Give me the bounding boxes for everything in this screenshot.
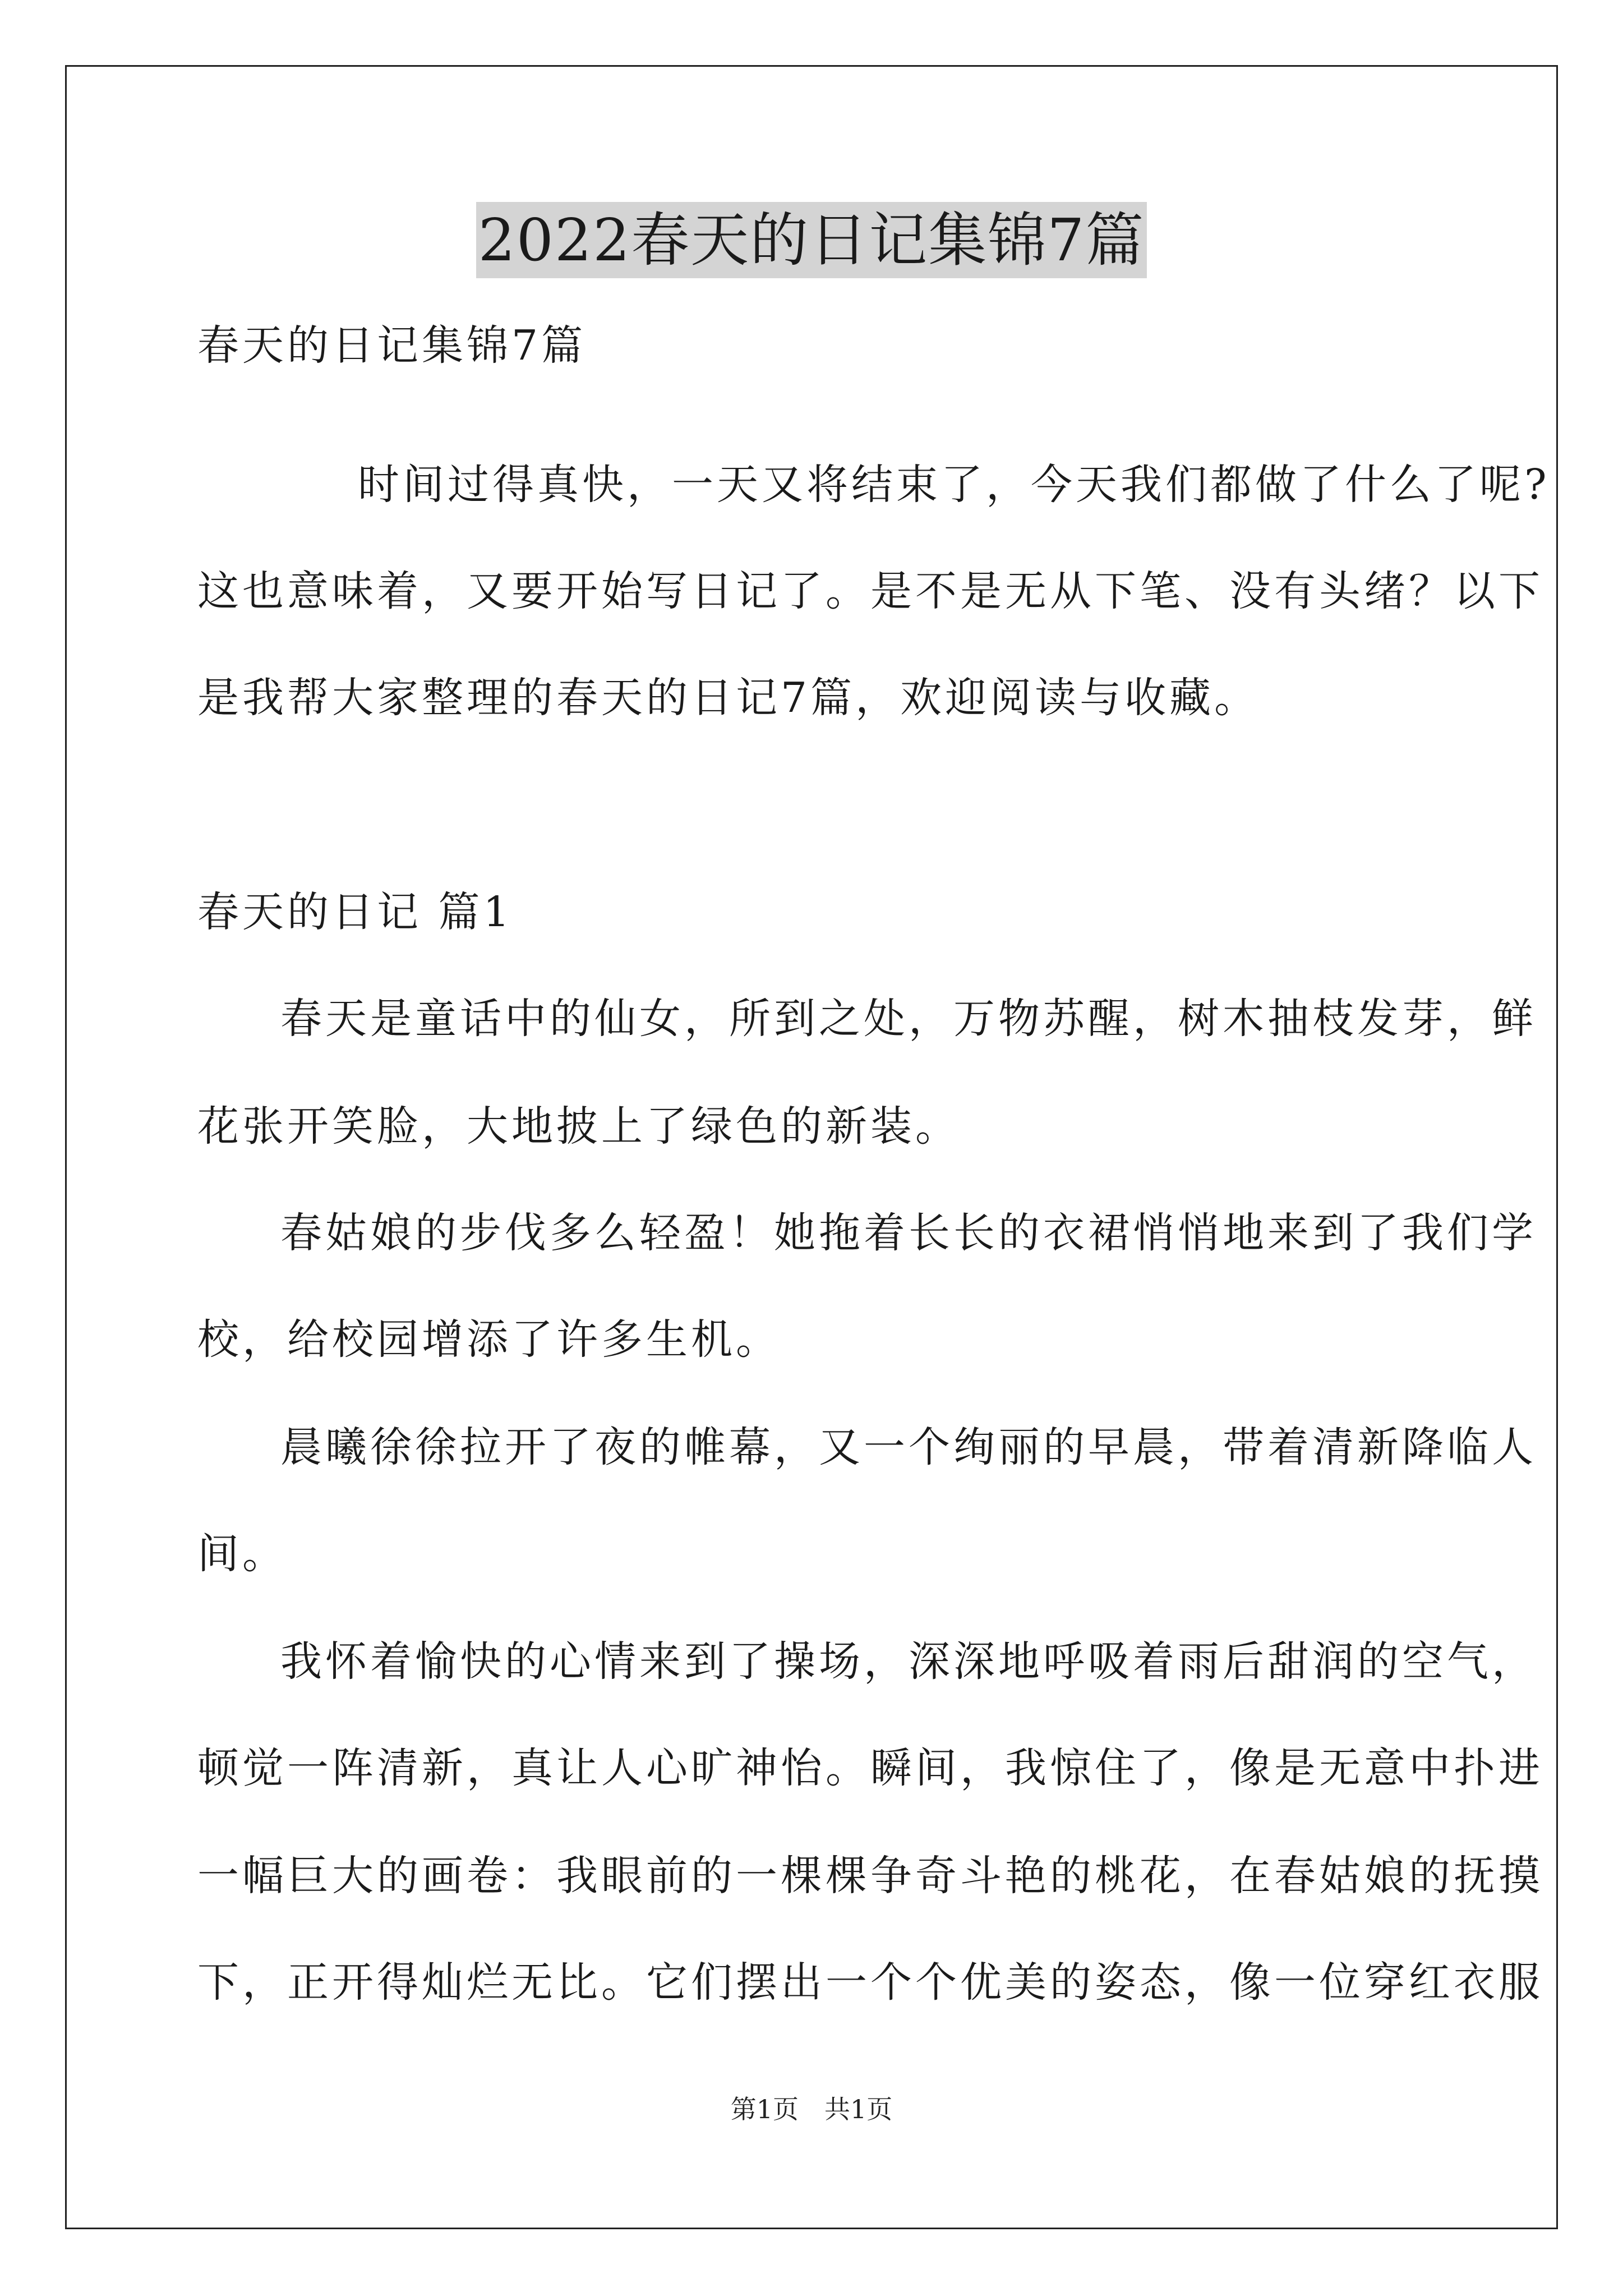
paragraph-2-line-1: 春姑娘的步伐多么轻盈！她拖着长长的衣裙悄悄地来到了我们学 xyxy=(280,1209,1537,1257)
paragraph-3-line-1: 晨曦徐徐拉开了夜的帷幕，又一个绚丽的早晨，带着清新降临人 xyxy=(280,1423,1537,1471)
intro-line-1: 时间过得真快，一天又将结束了，今天我们都做了什么了呢? xyxy=(358,461,1550,509)
page-footer: 第1页 共1页 xyxy=(730,2094,893,2124)
section-heading: 春天的日记 篇1 xyxy=(197,888,513,936)
paragraph-4-line-3: 一幅巨大的画卷：我眼前的一棵棵争奇斗艳的桃花，在春姑娘的抚摸 xyxy=(197,1852,1543,1900)
paragraph-1-line-2: 花张开笑脸，大地披上了绿色的新装。 xyxy=(197,1102,960,1151)
paragraph-4-line-4: 下，正开得灿烂无比。它们摆出一个个优美的姿态，像一位穿红衣服 xyxy=(197,1958,1543,2007)
intro-line-2: 这也意味着，又要开始写日记了。是不是无从下笔、没有头绪？以下 xyxy=(197,567,1543,615)
paragraph-4-line-1: 我怀着愉快的心情来到了操场，深深地呼吸着雨后甜润的空气， xyxy=(280,1637,1537,1686)
paragraph-2-line-2: 校，给校园增添了许多生机。 xyxy=(197,1315,781,1364)
paragraph-3-line-2: 间。 xyxy=(197,1530,287,1578)
title-wrap xyxy=(0,202,1623,278)
paragraph-1-line-1: 春天是童话中的仙女，所到之处，万物苏醒，树木抽枝发芽，鲜 xyxy=(280,995,1537,1043)
document-title: 2022春天的日记集锦7篇 xyxy=(476,202,1147,278)
subtitle: 春天的日记集锦7篇 xyxy=(197,321,587,370)
paragraph-4-line-2: 顿觉一阵清新，真让人心旷神怡。瞬间，我惊住了，像是无意中扑进 xyxy=(197,1744,1543,1792)
intro-line-3: 是我帮大家整理的春天的日记7篇，欢迎阅读与收藏。 xyxy=(197,674,1260,722)
